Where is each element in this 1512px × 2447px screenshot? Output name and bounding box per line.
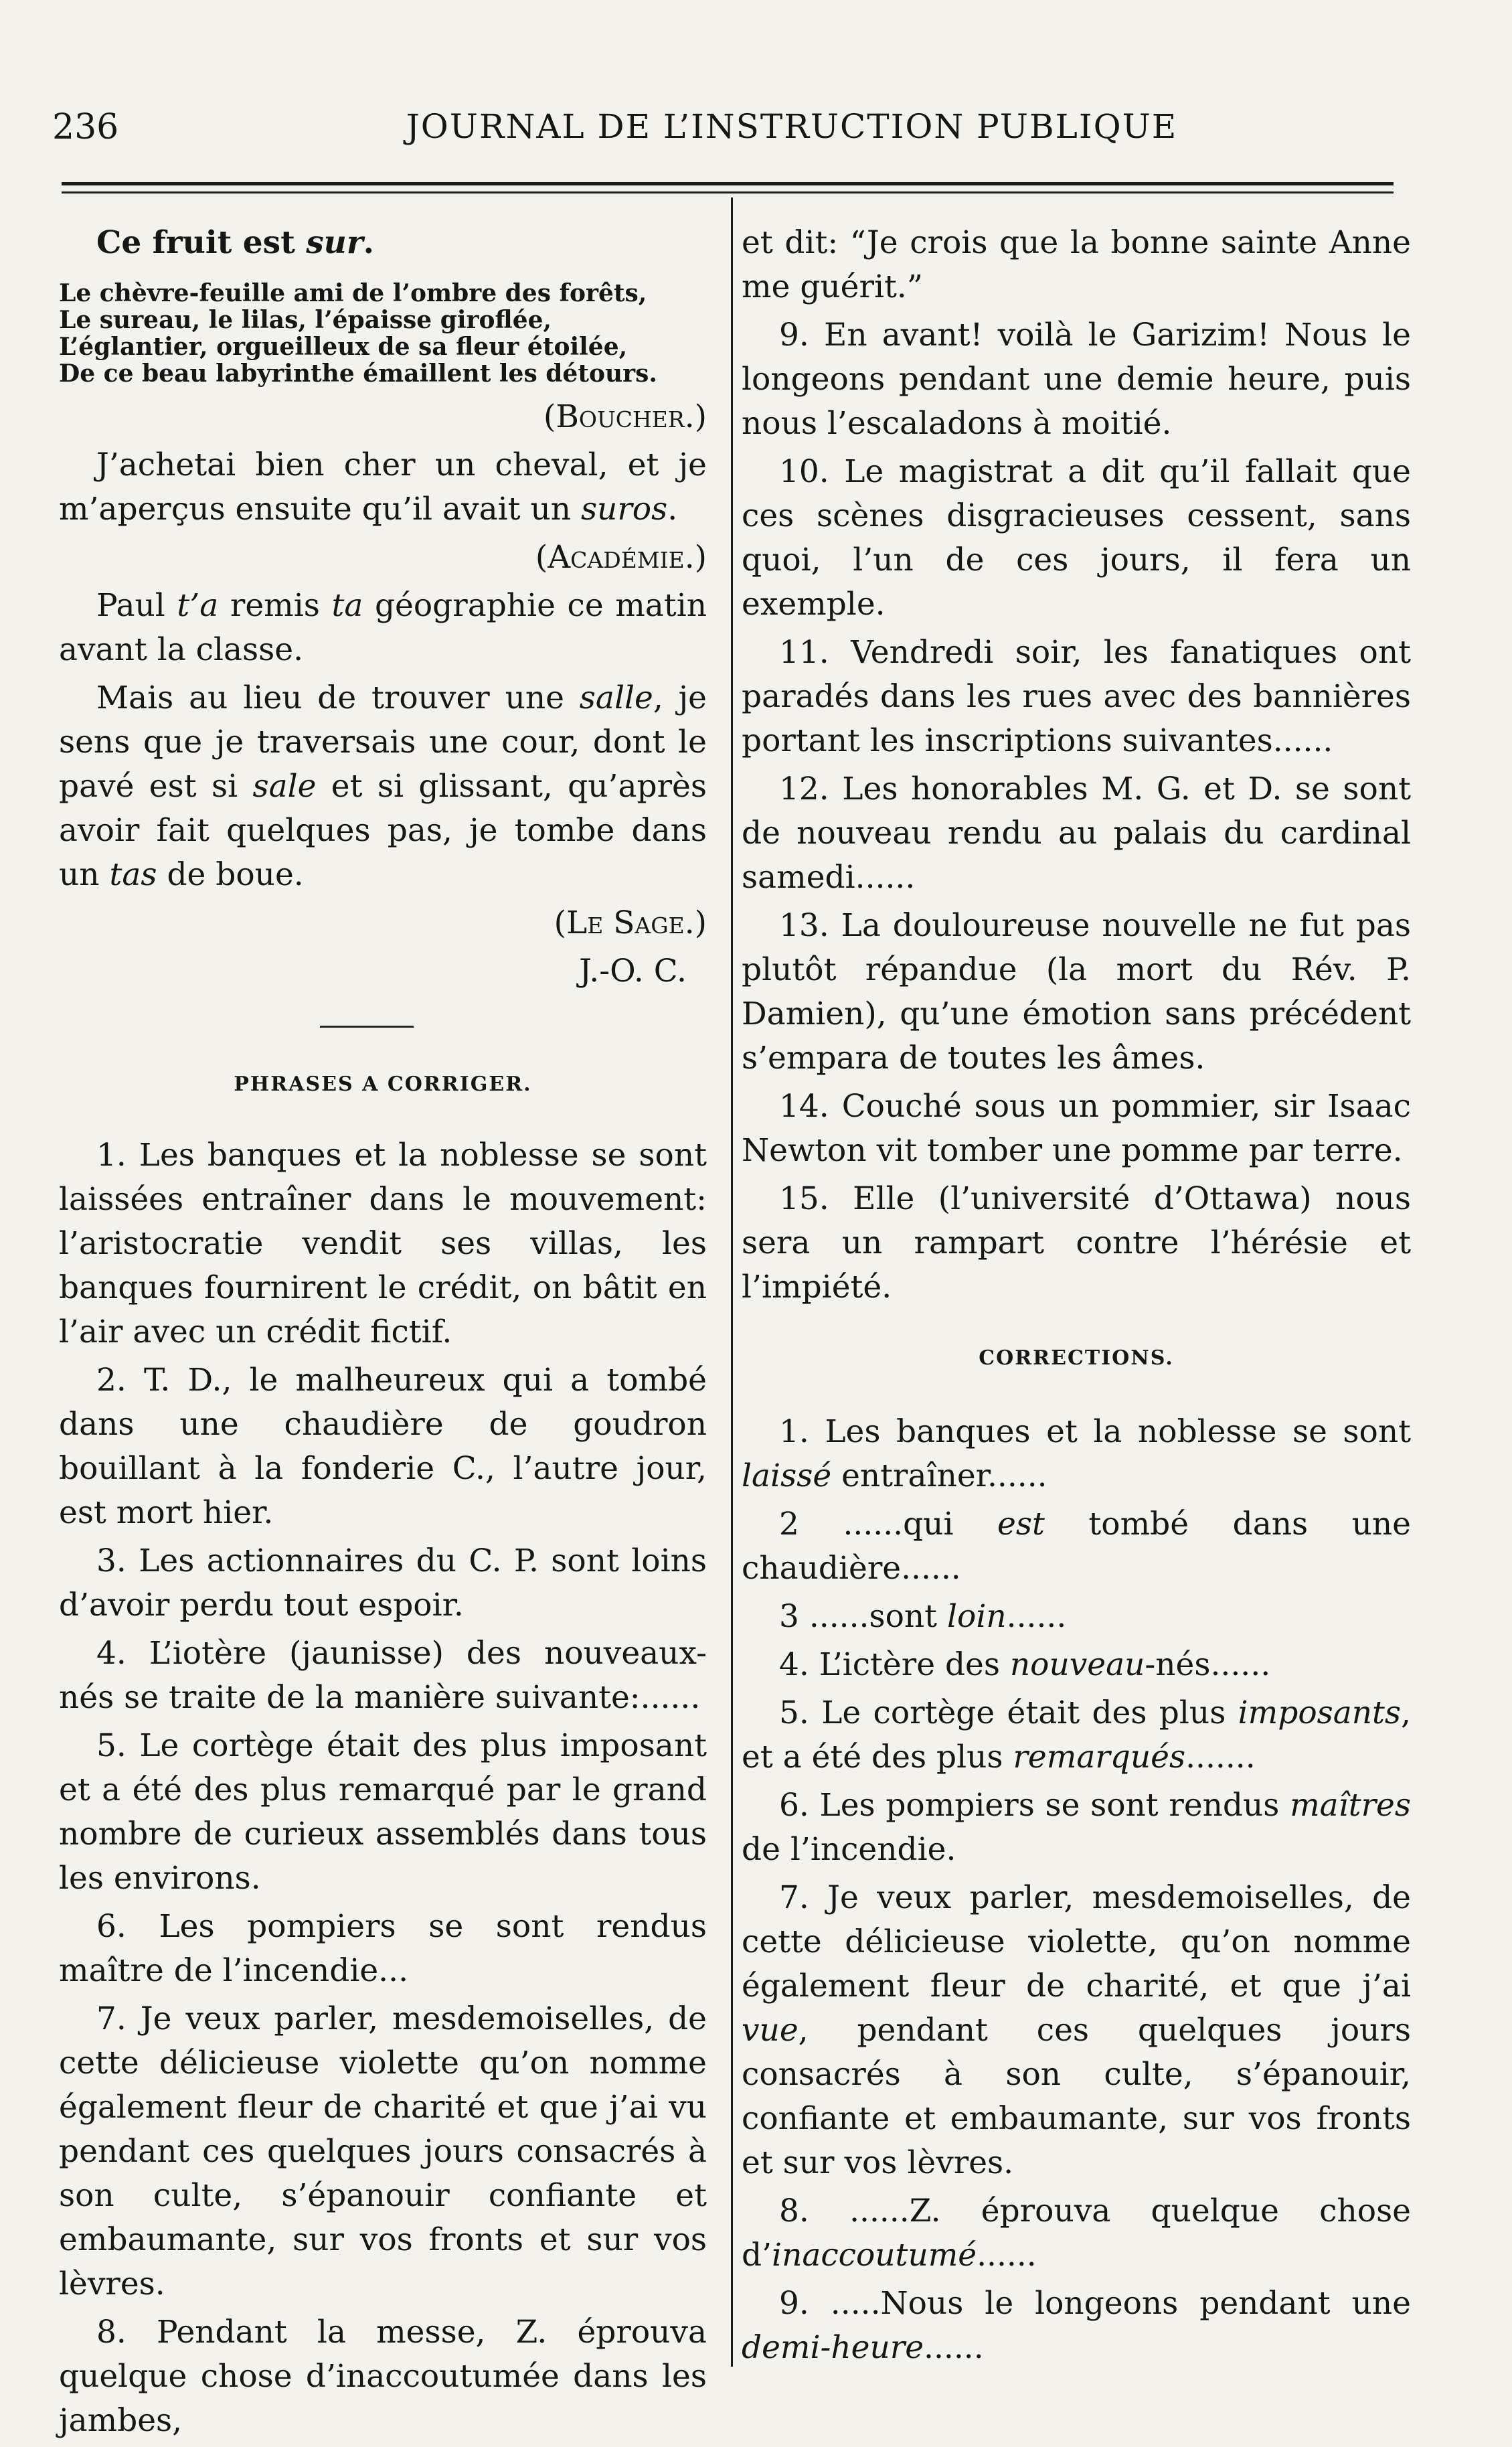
correction-item: 7. Je veux parler, mesdemoiselles, de cette délicieuse violette, qu’on nomme également fleur de charité, et que j’ai vue, pendant ces quelques jours consacrés à son culte, s’épanouir, confiante et embaumante, sur vos fronts et sur vos lèvres. bbox=[742, 1879, 1411, 2181]
list-item: 15. Elle (l’université d’Ottawa) nous sera un rampart contre l’hérésie et l’impiété. bbox=[742, 1180, 1411, 1306]
attribution: (Boucher.) bbox=[543, 398, 707, 435]
list-item: 2. T. D., le malheureux qui a tombé dans une chaudière de goudron bouillant à la fonderie C., l’autre jour, est mort hier. bbox=[59, 1362, 707, 1531]
paragraph: J’achetai bien cher un cheval, et je m’aperçus ensuite qu’il avait un suros. bbox=[59, 447, 707, 528]
signature: J.-O. C. bbox=[579, 953, 687, 990]
correction-item: 4. L’ictère des nouveau-nés...... bbox=[779, 1646, 1271, 1683]
correction-item: 5. Le cortège était des plus imposants, et a été des plus remarqués....... bbox=[742, 1694, 1411, 1775]
verse-line: Le chèvre-feuille ami de l’ombre des forêts, bbox=[59, 279, 647, 307]
header-rule-top bbox=[62, 182, 1394, 185]
example-line: Ce fruit est sur. bbox=[96, 224, 374, 261]
list-item: 14. Couché sous un pommier, sir Isaac Newton vit tomber une pomme par terre. bbox=[742, 1088, 1411, 1169]
list-item: 3. Les actionnaires du C. P. sont loins d’avoir perdu tout espoir. bbox=[59, 1543, 707, 1624]
verse-line: L’églantier, orgueilleux de sa fleur étoilée, bbox=[59, 333, 628, 361]
page-number: 236 bbox=[52, 107, 119, 147]
list-item: 6. Les pompiers se sont rendus maître de l’incendie... bbox=[59, 1908, 707, 1989]
attribution: (Académie.) bbox=[535, 539, 707, 576]
column-divider bbox=[731, 198, 733, 2367]
list-item: 4. L’iotère (jaunisse) des nouveaux-nés se traite de la manière suivante:...... bbox=[59, 1635, 707, 1716]
section-title: CORRECTIONS. bbox=[979, 1346, 1174, 1370]
separator-rule bbox=[320, 1026, 414, 1028]
list-item: 10. Le magistrat a dit qu’il fallait que ces scènes disgracieuses cessent, sans quoi, l’un de ces jours, il fera un exemple. bbox=[742, 453, 1411, 623]
correction-item: 2 ......qui est tombé dans une chaudière...... bbox=[742, 1506, 1412, 1587]
list-item: 11. Vendredi soir, les fanatiques ont paradés dans les rues avec des bannières portant les inscriptions suivantes...... bbox=[742, 634, 1411, 759]
list-item: 13. La douloureuse nouvelle ne fut pas plutôt répandue (la mort du Rév. P. Damien), qu’une émotion sans précédent s’empara de toutes les âmes. bbox=[742, 907, 1411, 1077]
page-header bbox=[52, 107, 1411, 161]
attribution: (Le Sage.) bbox=[554, 904, 707, 941]
list-item: 12. Les honorables M. G. et D. se sont de nouveau rendu au palais du cardinal samedi...... bbox=[742, 771, 1411, 896]
section-title: PHRASES A CORRIGER. bbox=[234, 1073, 532, 1096]
verse-quote bbox=[59, 280, 707, 387]
verse-line: Le sureau, le lilas, l’épaisse giroflée, bbox=[59, 306, 552, 334]
correction-item: 1. Les banques et la noblesse se sont laissé entraîner...... bbox=[742, 1413, 1411, 1494]
list-item: 5. Le cortège était des plus imposant et a été des plus remarqué par le grand nombre de curieux assemblés dans tous les environs. bbox=[59, 1727, 707, 1897]
list-item: 7. Je veux parler, mesdemoiselles, de cette délicieuse violette qu’on nomme également fleur de charité et que j’ai vu pendant ces quelques jours consacrés à son culte, s’épanouir confiante et embaumante, sur vos fronts et sur vos lèvres. bbox=[59, 2000, 707, 2302]
right-column bbox=[742, 221, 1411, 2374]
paragraph: Paul t’a remis ta géographie ce matin avant la classe. bbox=[59, 587, 707, 668]
continued-text: et dit: “Je crois que la bonne sainte Anne me guérit.” bbox=[742, 224, 1411, 305]
header-rule-bottom bbox=[62, 191, 1394, 193]
verse-line: De ce beau labyrinthe émaillent les détours. bbox=[59, 360, 657, 388]
correction-item: 6. Les pompiers se sont rendus maîtres de l’incendie. bbox=[742, 1787, 1411, 1868]
correction-item: 9. .....Nous le longeons pendant une demi-heure...... bbox=[742, 2285, 1411, 2366]
correction-item: 3 ......sont loin...... bbox=[779, 1598, 1067, 1635]
correction-item: 8. ......Z. éprouva quelque chose d’inaccoutumé...... bbox=[742, 2193, 1411, 2274]
list-item: 9. En avant! voilà le Garizim! Nous le longeons pendant une demie heure, puis nous l’escaladons à moitié. bbox=[742, 317, 1411, 442]
paragraph: Mais au lieu de trouver une salle, je sens que je traversais une cour, dont le pavé est si sale et si glissant, qu’après avoir fait quelques pas, je tombe dans un tas de boue. bbox=[59, 680, 707, 893]
left-column bbox=[59, 221, 707, 2447]
list-item: 8. Pendant la messe, Z. éprouva quelque chose d’inaccoutumée dans les jambes, bbox=[59, 2314, 707, 2439]
list-item: 1. Les banques et la noblesse se sont laissées entraîner dans le mouvement: l’aristocratie vendit ses villas, les banques fournirent le crédit, on bâtit en l’air avec un crédit fictif. bbox=[59, 1137, 707, 1350]
running-title: JOURNAL DE L’INSTRUCTION PUBLIQUE bbox=[406, 107, 1178, 146]
